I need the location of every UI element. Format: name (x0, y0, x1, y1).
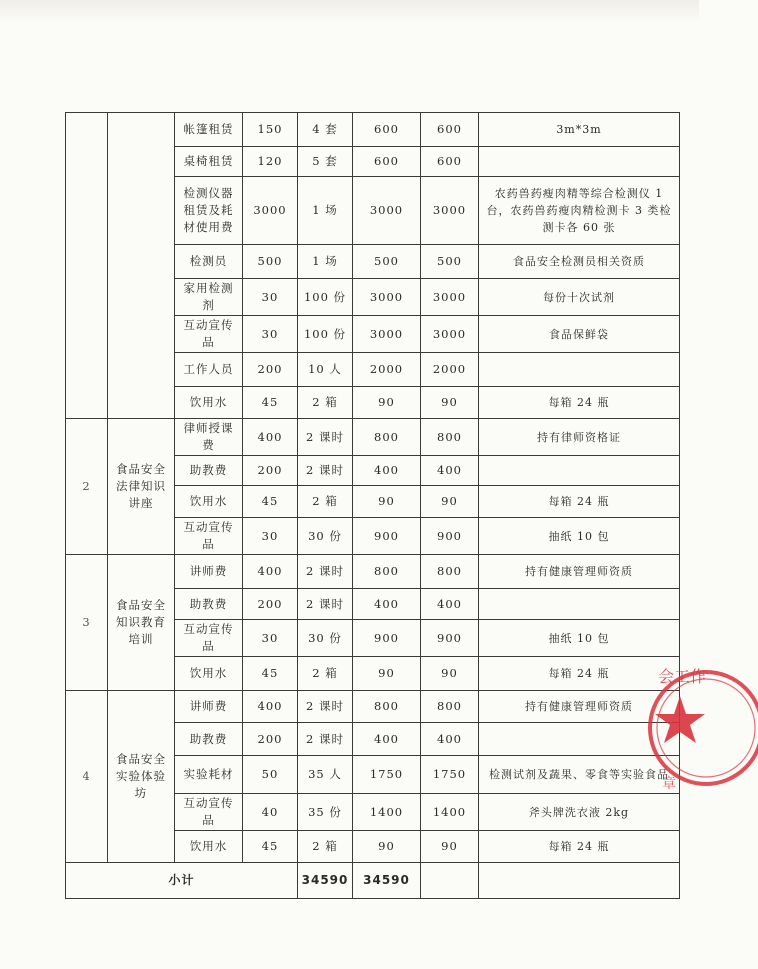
quantity-cell: 2 课时 (298, 456, 353, 486)
quantity-cell: 2 箱 (298, 657, 353, 691)
total-amount-approved-cell: 34590 (353, 863, 421, 899)
quantity-cell: 2 课时 (298, 419, 353, 456)
unit-price-cell: 200 (243, 353, 298, 387)
unit-price-cell: 45 (243, 387, 298, 419)
amount-approved-cell: 500 (421, 245, 479, 279)
item-name-cell: 讲师费 (175, 555, 243, 589)
amount-approved-cell: 400 (421, 589, 479, 620)
amount-cell: 3000 (353, 316, 421, 353)
note-cell: 检测试剂及蔬果、零食等实验食品 (479, 756, 680, 794)
item-name-cell: 助教费 (175, 723, 243, 756)
note-cell: 持有健康管理师资质 (479, 691, 680, 723)
quantity-cell: 5 套 (298, 147, 353, 177)
unit-price-cell: 45 (243, 831, 298, 863)
item-name-cell: 饮用水 (175, 657, 243, 691)
unit-price-cell: 150 (243, 113, 298, 147)
budget-table (65, 112, 680, 899)
page-top-edge (0, 0, 699, 22)
amount-cell: 800 (353, 691, 421, 723)
item-name-cell: 助教费 (175, 456, 243, 486)
item-name-cell: 讲师费 (175, 691, 243, 723)
amount-approved-cell: 1400 (421, 794, 479, 831)
quantity-cell: 1 场 (298, 245, 353, 279)
svg-text:章: 章 (662, 776, 676, 792)
note-cell: 持有律师资格证 (479, 419, 680, 456)
amount-approved-cell: 900 (421, 518, 479, 555)
quantity-cell: 30 份 (298, 518, 353, 555)
amount-cell: 400 (353, 456, 421, 486)
item-name-cell: 互动宣传品 (175, 316, 243, 353)
amount-approved-cell: 800 (421, 691, 479, 723)
quantity-cell: 2 课时 (298, 723, 353, 756)
total-row (66, 863, 680, 899)
note-cell: 抽纸 10 包 (479, 518, 680, 555)
unit-price-cell: 40 (243, 794, 298, 831)
total-note-cell (479, 863, 680, 899)
item-name-cell: 互动宣传品 (175, 518, 243, 555)
amount-cell: 1750 (353, 756, 421, 794)
section-name-cell: 食品安全实验体验坊 (108, 691, 175, 863)
amount-approved-cell: 800 (421, 555, 479, 589)
red-seal-stamp (648, 648, 758, 808)
unit-price-cell: 400 (243, 691, 298, 723)
total-amount-cell: 34590 (298, 863, 353, 899)
quantity-cell: 2 箱 (298, 387, 353, 419)
note-cell: 3m*3m (479, 113, 680, 147)
item-name-cell: 桌椅租赁 (175, 147, 243, 177)
unit-price-cell: 30 (243, 620, 298, 657)
table-row (66, 555, 680, 589)
item-name-cell: 饮用水 (175, 387, 243, 419)
amount-cell: 400 (353, 589, 421, 620)
note-cell: 农药兽药瘦肉精等综合检测仪 1 台，农药兽药瘦肉精检测卡 3 类检测卡各 60 张 (479, 177, 680, 245)
section-index-cell: 3 (66, 555, 108, 691)
quantity-cell: 4 套 (298, 113, 353, 147)
amount-cell: 600 (353, 113, 421, 147)
amount-approved-cell: 3000 (421, 316, 479, 353)
note-cell: 每箱 24 瓶 (479, 486, 680, 518)
amount-cell: 400 (353, 723, 421, 756)
amount-approved-cell: 600 (421, 113, 479, 147)
quantity-cell: 2 课时 (298, 589, 353, 620)
section-index-cell: 2 (66, 419, 108, 555)
quantity-cell: 35 份 (298, 794, 353, 831)
item-name-cell: 饮用水 (175, 831, 243, 863)
quantity-cell: 100 份 (298, 279, 353, 316)
amount-approved-cell: 90 (421, 831, 479, 863)
quantity-cell: 35 人 (298, 756, 353, 794)
unit-price-cell: 200 (243, 723, 298, 756)
amount-cell: 90 (353, 657, 421, 691)
quantity-cell: 2 课时 (298, 555, 353, 589)
amount-approved-cell: 90 (421, 486, 479, 518)
amount-cell: 900 (353, 518, 421, 555)
table-row (66, 113, 680, 147)
note-cell: 抽纸 10 包 (479, 620, 680, 657)
section-name-cell: 食品安全知识教育培训 (108, 555, 175, 691)
amount-approved-cell: 90 (421, 657, 479, 691)
note-cell: 食品安全检测员相关资质 (479, 245, 680, 279)
amount-cell: 2000 (353, 353, 421, 387)
item-name-cell: 律师授课费 (175, 419, 243, 456)
section-name-cell: 食品安全法律知识讲座 (108, 419, 175, 555)
amount-cell: 600 (353, 147, 421, 177)
quantity-cell: 100 份 (298, 316, 353, 353)
amount-cell: 500 (353, 245, 421, 279)
quantity-cell: 2 箱 (298, 486, 353, 518)
amount-cell: 900 (353, 620, 421, 657)
table-row (66, 691, 680, 723)
note-cell (479, 147, 680, 177)
section-index-cell: 4 (66, 691, 108, 863)
amount-approved-cell: 90 (421, 387, 479, 419)
amount-cell: 90 (353, 486, 421, 518)
section-name-cell (108, 113, 175, 419)
note-cell: 食品保鲜袋 (479, 316, 680, 353)
item-name-cell: 饮用水 (175, 486, 243, 518)
amount-approved-cell: 600 (421, 147, 479, 177)
item-name-cell: 帐篷租赁 (175, 113, 243, 147)
amount-approved-cell: 3000 (421, 177, 479, 245)
unit-price-cell: 30 (243, 316, 298, 353)
unit-price-cell: 120 (243, 147, 298, 177)
amount-cell: 90 (353, 831, 421, 863)
item-name-cell: 家用检测剂 (175, 279, 243, 316)
note-cell: 每箱 24 瓶 (479, 657, 680, 691)
amount-approved-cell: 400 (421, 723, 479, 756)
note-cell: 每箱 24 瓶 (479, 831, 680, 863)
total-spacer-cell (421, 863, 479, 899)
section-index-cell (66, 113, 108, 419)
unit-price-cell: 200 (243, 589, 298, 620)
quantity-cell: 2 箱 (298, 831, 353, 863)
item-name-cell: 互动宣传品 (175, 620, 243, 657)
unit-price-cell: 30 (243, 279, 298, 316)
amount-approved-cell: 1750 (421, 756, 479, 794)
note-cell: 每箱 24 瓶 (479, 387, 680, 419)
amount-cell: 800 (353, 419, 421, 456)
note-cell (479, 456, 680, 486)
quantity-cell: 2 课时 (298, 691, 353, 723)
item-name-cell: 互动宣传品 (175, 794, 243, 831)
amount-approved-cell: 800 (421, 419, 479, 456)
amount-approved-cell: 400 (421, 456, 479, 486)
unit-price-cell: 500 (243, 245, 298, 279)
amount-cell: 90 (353, 387, 421, 419)
total-label-cell: 小计 (66, 863, 298, 899)
unit-price-cell: 200 (243, 456, 298, 486)
item-name-cell: 工作人员 (175, 353, 243, 387)
amount-cell: 3000 (353, 279, 421, 316)
amount-approved-cell: 900 (421, 620, 479, 657)
item-name-cell: 检测仪器租赁及耗材使用费 (175, 177, 243, 245)
table-row (66, 419, 680, 456)
note-cell: 持有健康管理师资质 (479, 555, 680, 589)
amount-approved-cell: 2000 (421, 353, 479, 387)
note-cell: 斧头牌洗衣液 2kg (479, 794, 680, 831)
unit-price-cell: 3000 (243, 177, 298, 245)
item-name-cell: 实验耗材 (175, 756, 243, 794)
svg-text:会工作: 会工作 (658, 667, 707, 686)
unit-price-cell: 400 (243, 555, 298, 589)
unit-price-cell: 400 (243, 419, 298, 456)
amount-approved-cell: 3000 (421, 279, 479, 316)
amount-cell: 800 (353, 555, 421, 589)
item-name-cell: 检测员 (175, 245, 243, 279)
unit-price-cell: 45 (243, 657, 298, 691)
quantity-cell: 1 场 (298, 177, 353, 245)
note-cell: 每份十次试剂 (479, 279, 680, 316)
quantity-cell: 10 人 (298, 353, 353, 387)
amount-cell: 3000 (353, 177, 421, 245)
unit-price-cell: 30 (243, 518, 298, 555)
note-cell (479, 589, 680, 620)
note-cell (479, 353, 680, 387)
unit-price-cell: 50 (243, 756, 298, 794)
amount-cell: 1400 (353, 794, 421, 831)
unit-price-cell: 45 (243, 486, 298, 518)
item-name-cell: 助教费 (175, 589, 243, 620)
quantity-cell: 30 份 (298, 620, 353, 657)
